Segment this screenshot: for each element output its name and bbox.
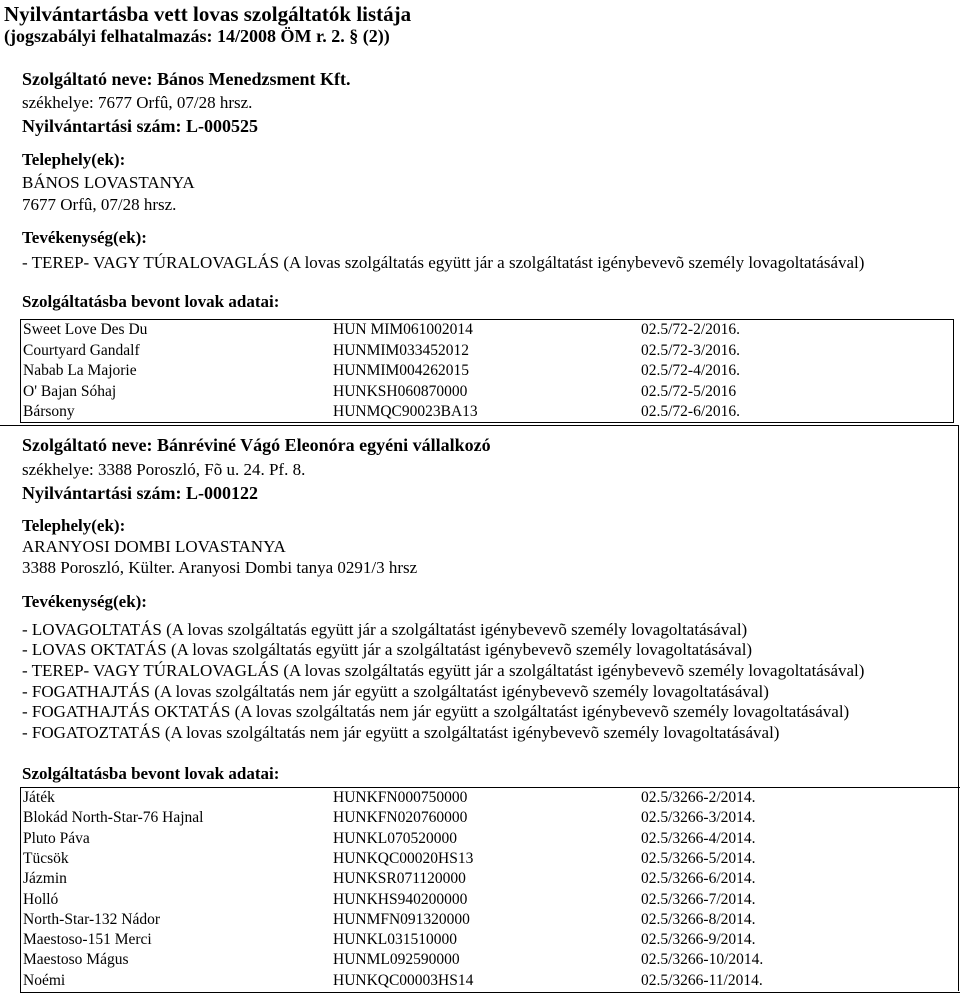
horse-permit: 02.5/3266-2/2014. (641, 789, 756, 806)
horse-name: Noémi (23, 971, 66, 989)
horse-permit: 02.5/72-5/2016 (641, 382, 737, 400)
horse-permit: 02.5/72-4/2016. (641, 362, 741, 379)
activities-label: Tevékenység(ek): (22, 228, 147, 247)
activity-item: - FOGATHAJTÁS (A lovas szolgáltatás nem jár együtt a szolgáltatást igénybevevõ személy lovagoltatásával) (22, 682, 769, 701)
horses-label: Szolgáltatásba bevont lovak adatai: (22, 764, 280, 783)
horse-id: HUN MIM061002014 (333, 321, 473, 338)
horse-id: HUNKFN000750000 (333, 789, 468, 806)
horse-name: Bársony (23, 403, 75, 420)
horse-permit: 02.5/72-3/2016. (641, 341, 741, 359)
horses-table (20, 319, 954, 423)
table-row (21, 341, 953, 362)
sites-label: Telephely(ek): (22, 150, 126, 169)
table-row (21, 829, 960, 850)
activity-item: - LOVAGOLTATÁS (A lovas szolgáltatás együtt jár a szolgáltatást igénybevevõ személy lovagoltatásával) (22, 620, 748, 639)
horse-permit: 02.5/3266-6/2014. (641, 870, 756, 888)
table-row (21, 788, 960, 809)
table-row (21, 808, 960, 829)
horse-id: HUNMQC90023BA13 (333, 403, 478, 420)
horses-label: Szolgáltatásba bevont lovak adatai: (22, 292, 280, 311)
horse-permit: 02.5/3266-9/2014. (641, 931, 756, 949)
provider-name: Szolgáltató neve: Bános Menedzsment Kft. (22, 69, 351, 89)
provider-reg-number: Nyilvántartási szám: L-000525 (22, 116, 258, 136)
horse-name: Tücsök (23, 849, 69, 867)
table-row (21, 402, 953, 423)
activity-item: - TEREP- VAGY TÚRALOVAGLÁS (A lovas szolgáltatás együtt jár a szolgáltatást igénybevevõ személy lovagoltatásával) (22, 253, 865, 272)
horse-id: HUNKFN020760000 (333, 809, 468, 827)
page-title: Nyilvántartásba vett lovas szolgáltatók listája (4, 2, 412, 26)
table-row (21, 849, 960, 870)
horse-permit: 02.5/3266-3/2014. (641, 809, 756, 827)
horse-name: Maestoso-151 Merci (23, 931, 152, 949)
table-row (21, 950, 960, 971)
horse-permit: 02.5/72-2/2016. (641, 321, 741, 338)
horse-name: Courtyard Gandalf (23, 341, 140, 359)
horse-permit: 02.5/72-6/2016. (641, 403, 741, 420)
horse-id: HUNKHS940200000 (333, 890, 468, 908)
horse-name: Sweet Love Des Du (23, 321, 148, 338)
activity-item: - LOVAS OKTATÁS (A lovas szolgáltatás együtt jár a szolgáltatást igénybevevõ személy lovagoltatásával) (22, 640, 753, 659)
site-name: BÁNOS LOVASTANYA (22, 173, 195, 192)
table-row (21, 890, 960, 911)
horse-name: Nabab La Majorie (23, 362, 137, 379)
page-subtitle: (jogszabályi felhatalmazás: 14/2008 ÖM r. 2. § (2)) (4, 26, 390, 46)
table-row (21, 382, 953, 403)
table-row (21, 910, 960, 931)
horse-name: Jázmin (23, 870, 67, 888)
horse-permit: 02.5/3266-4/2014. (641, 829, 756, 847)
site-address: 7677 Orfû, 07/28 hrsz. (22, 195, 177, 214)
provider-reg-number: Nyilvántartási szám: L-000122 (22, 483, 258, 503)
sites-label: Telephely(ek): (22, 516, 126, 535)
horse-id: HUNKSH060870000 (333, 382, 468, 400)
horse-name: Maestoso Mágus (23, 951, 129, 969)
horse-permit: 02.5/3266-10/2014. (641, 951, 764, 969)
provider-seat: székhelye: 7677 Orfû, 07/28 hrsz. (22, 93, 253, 112)
table-row (21, 320, 953, 341)
horse-id: HUNMFN091320000 (333, 910, 470, 928)
table-row (21, 971, 960, 992)
horse-permit: 02.5/3266-7/2014. (641, 890, 756, 908)
section-divider (0, 425, 958, 426)
horse-id: HUNKSR071120000 (333, 870, 466, 888)
activity-item: - TEREP- VAGY TÚRALOVAGLÁS (A lovas szolgáltatás együtt jár a szolgáltatást igénybevevõ személy lovagoltatásával) (22, 661, 865, 680)
horse-name: North-Star-132 Nádor (23, 910, 161, 928)
horse-id: HUNMIM004262015 (333, 362, 470, 379)
horse-id: HUNKL031510000 (333, 931, 457, 949)
activities-label: Tevékenység(ek): (22, 592, 147, 611)
horse-id: HUNKQC00003HS14 (333, 971, 474, 989)
table-row (21, 361, 953, 382)
horse-id: HUNKQC00020HS13 (333, 849, 474, 867)
horse-name: Holló (23, 890, 59, 908)
table-row (21, 869, 960, 890)
horses-table (20, 787, 960, 993)
provider-seat: székhelye: 3388 Poroszló, Fõ u. 24. Pf. 8. (22, 460, 306, 479)
horse-name: Pluto Páva (23, 829, 90, 847)
horse-id: HUNKL070520000 (333, 829, 457, 847)
site-address: 3388 Poroszló, Külter. Aranyosi Dombi tanya 0291/3 hrsz (22, 558, 418, 577)
provider-name: Szolgáltató neve: Bánréviné Vágó Eleonóra egyéni vállalkozó (22, 435, 491, 455)
horse-permit: 02.5/3266-11/2014. (641, 971, 763, 989)
horse-id: HUNMIM033452012 (333, 341, 470, 359)
horse-name: O' Bajan Sóhaj (23, 382, 117, 400)
table-row (21, 930, 960, 951)
site-name: ARANYOSI DOMBI LOVASTANYA (22, 537, 286, 556)
horse-name: Blokád North-Star-76 Hajnal (23, 809, 204, 827)
horse-id: HUNML092590000 (333, 951, 460, 969)
horse-name: Játék (23, 789, 55, 806)
horse-permit: 02.5/3266-5/2014. (641, 849, 756, 867)
horse-permit: 02.5/3266-8/2014. (641, 910, 756, 928)
activity-item: - FOGATHAJTÁS OKTATÁS (A lovas szolgáltatás nem jár együtt a szolgáltatást igénybevevõ személy lovagoltatásával) (22, 702, 850, 721)
activity-item: - FOGATOZTATÁS (A lovas szolgáltatás nem jár együtt a szolgáltatást igénybevevõ személy lovagoltatásával) (22, 723, 780, 742)
